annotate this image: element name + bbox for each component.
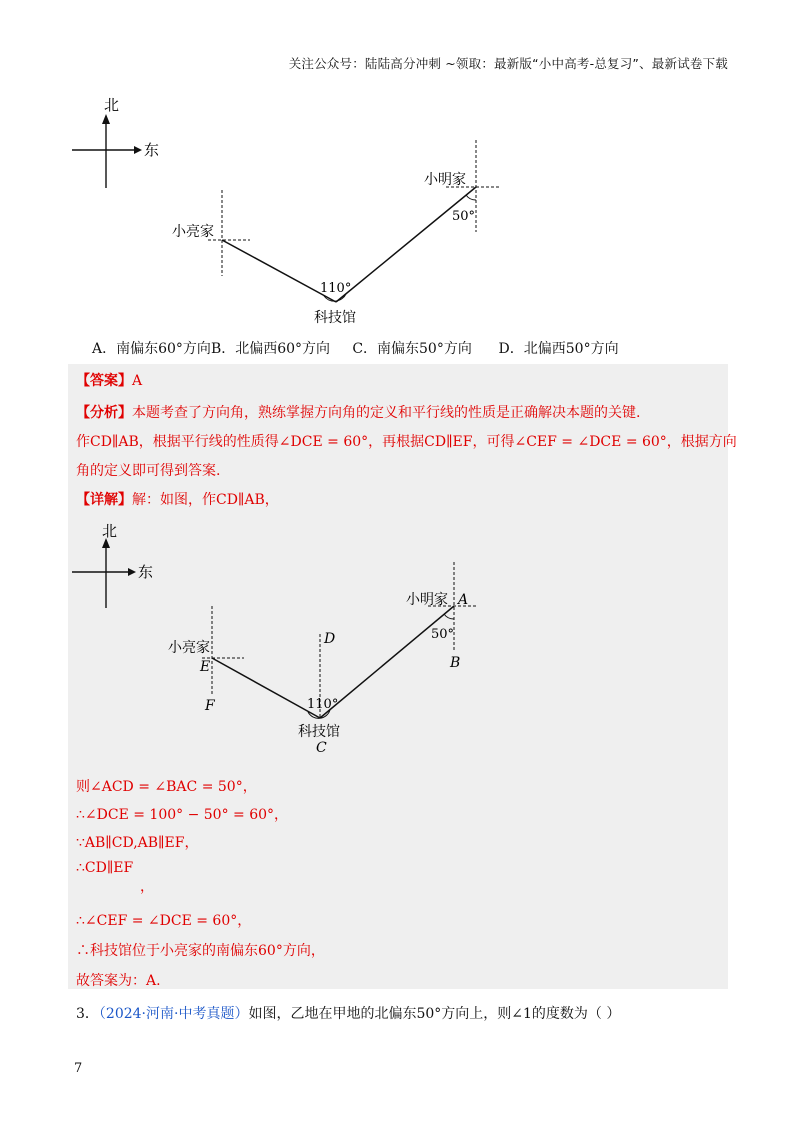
option-d[interactable]: D．北偏西50°方向 [498, 341, 619, 357]
analysis-text-2: 作CD∥AB，根据平行线的性质得∠DCE = 60°，再根据CD∥EF，可得∠CEF = ∠DCE = 60°，根据方向 [76, 434, 737, 450]
question-3-text: 如图，乙地在甲地的北偏东50°方向上，则∠1的度数为（ ） [248, 1006, 621, 1022]
analysis-text-1: 本题考查了方向角，熟练掌握方向角的定义和平行线的性质是正确解决本题的关键. [132, 405, 641, 421]
north-label-2: 北 [102, 522, 118, 540]
north-label: 北 [104, 96, 120, 114]
option-c[interactable]: C．南偏东50°方向 [352, 341, 472, 357]
xiaoliang-label: 小亮家 [172, 224, 214, 240]
angle-50-label: 50° [452, 209, 476, 224]
step-1: 则∠ACD = ∠BAC = 50°， [76, 779, 257, 795]
step-5: ∴∠CEF = ∠DCE = 60°， [76, 913, 252, 929]
east-label: 东 [144, 141, 160, 159]
step-7: 故答案为：A. [76, 973, 161, 989]
keji-label-2: 科技馆 [298, 724, 340, 740]
answer-label: 【答案】 [76, 373, 132, 389]
point-a: A [458, 592, 469, 608]
point-c: C [316, 740, 327, 756]
keji-label: 科技馆 [314, 310, 356, 326]
xiaoming-label-2: 小明家 [406, 592, 448, 608]
point-d: D [324, 631, 336, 647]
point-e: E [200, 659, 211, 675]
point-b: B [450, 655, 461, 671]
step-4: ∴CD∥EF [76, 860, 134, 876]
angle-110-label-2: 110° [307, 697, 339, 712]
answer-value: A [132, 373, 143, 389]
option-a[interactable]: A．南偏东60°方向 [92, 341, 211, 357]
east-label-2: 东 [138, 563, 154, 581]
page-header: 关注公众号：陆陆高分冲刺 ~领取：最新版“小中高考-总复习”、最新试卷下载 [288, 56, 728, 71]
analysis-text-3: 角的定义即可得到答案. [76, 463, 221, 479]
option-b[interactable]: B．北偏西60°方向 [210, 341, 331, 357]
page-number: 7 [74, 1061, 83, 1076]
xiaoming-label: 小明家 [424, 172, 466, 188]
question-3-number: 3． [76, 1006, 99, 1022]
xiaoliang-label-2: 小亮家 [168, 640, 210, 656]
detail-label: 【详解】 [76, 492, 132, 508]
question-3-source[interactable]: （2024·河南·中考真题） [98, 1006, 249, 1022]
step-3: ∵AB∥CD,AB∥EF， [76, 835, 199, 851]
step-6: ∴科技馆位于小亮家的南偏东60°方向， [76, 943, 325, 959]
step-4-comma: ， [140, 879, 154, 895]
angle-110-label: 110° [320, 281, 352, 296]
step-2: ∴∠DCE = 100° − 50° = 60°， [76, 807, 289, 823]
question-3 [76, 1003, 620, 1023]
angle-50-label-2: 50° [431, 627, 455, 642]
detail-text-1: 解：如图，作CD∥AB， [132, 492, 279, 508]
point-f: F [205, 698, 215, 714]
analysis-label: 【分析】 [76, 405, 132, 421]
